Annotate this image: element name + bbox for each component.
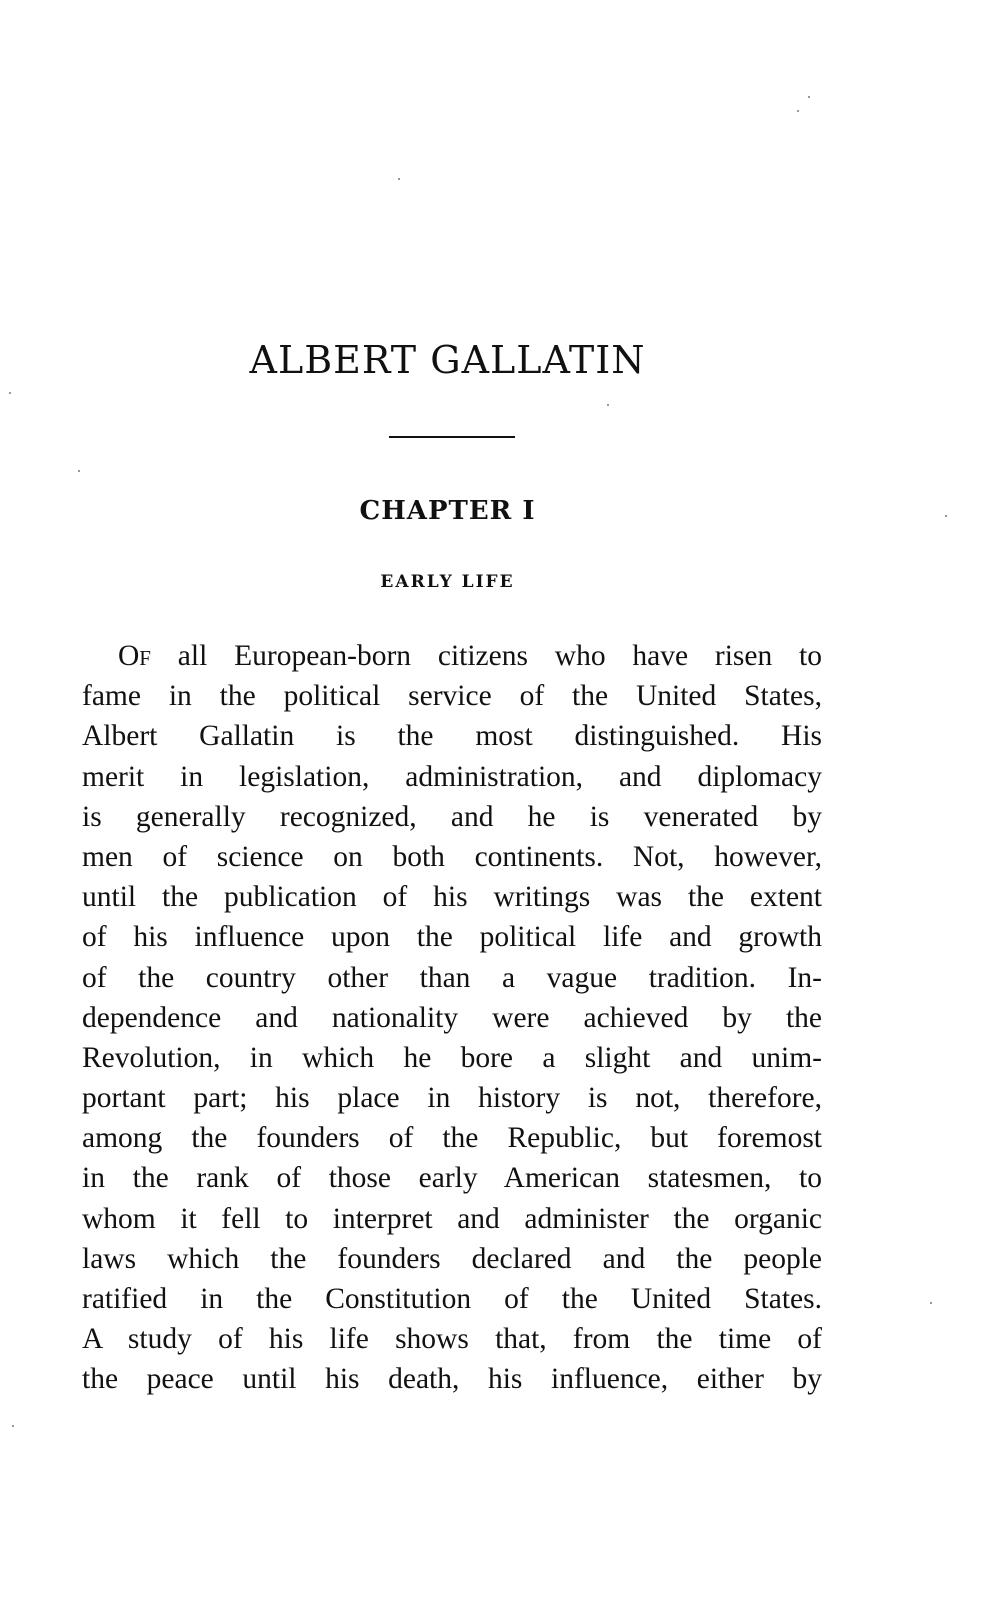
book-title: ALBERT GALLATIN [249, 338, 646, 382]
paragraph-line: is generally recognized, and he is venerated by [82, 800, 822, 833]
scan-speck [808, 96, 810, 98]
paragraph-line: whom it fell to interpret and administer the organic [82, 1202, 822, 1235]
paragraph-line: Albert Gallatin is the most distinguished. His [82, 720, 822, 753]
opening-word: Of [118, 640, 151, 672]
scan-speck [607, 404, 609, 406]
scan-speck [398, 178, 400, 180]
paragraph-line: in the rank of those early American statesmen, to [82, 1162, 822, 1195]
paragraph-line: of his influence upon the political life and growth [82, 921, 822, 954]
paragraph-line: until the publication of his writings was the extent [82, 881, 822, 914]
paragraph-line: men of science on both continents. Not, however, [82, 840, 822, 873]
paragraph-line: Revolution, in which he bore a slight and unim- [82, 1041, 822, 1074]
paragraph-line: the peace until his death, his influence, either by [82, 1363, 822, 1396]
chapter-label: CHAPTER I [359, 496, 536, 526]
scan-speck [12, 1425, 14, 1427]
paragraph-line: among the founders of the Republic, but foremost [82, 1122, 822, 1155]
paragraph-line: merit in legislation, administration, and diplomacy [82, 760, 822, 793]
paragraph-line: dependence and nationality were achieved by the [82, 1001, 822, 1034]
scan-speck [797, 110, 799, 112]
scan-speck [945, 515, 947, 517]
paragraph-line: of the country other than a vague tradition. In- [82, 961, 822, 994]
scan-speck [9, 392, 11, 394]
scan-speck [78, 470, 80, 472]
paragraph-line: fame in the political service of the United States, [82, 680, 822, 713]
scan-speck [930, 1302, 932, 1304]
chapter-title: EARLY LIFE [380, 572, 515, 592]
paragraph-line-1-rest: all European-born citizens who have risen to [150, 640, 822, 672]
paragraph-line: laws which the founders declared and the people [82, 1242, 822, 1275]
chapter-body-paragraph [82, 636, 822, 1400]
title-divider-rule [389, 436, 515, 438]
paragraph-line-1 [82, 636, 822, 676]
paragraph-line: ratified in the Constitution of the United States. [82, 1283, 822, 1315]
paragraph-line: A study of his life shows that, from the time of [82, 1323, 822, 1356]
paragraph-line: portant part; his place in history is not, therefore, [82, 1082, 822, 1115]
